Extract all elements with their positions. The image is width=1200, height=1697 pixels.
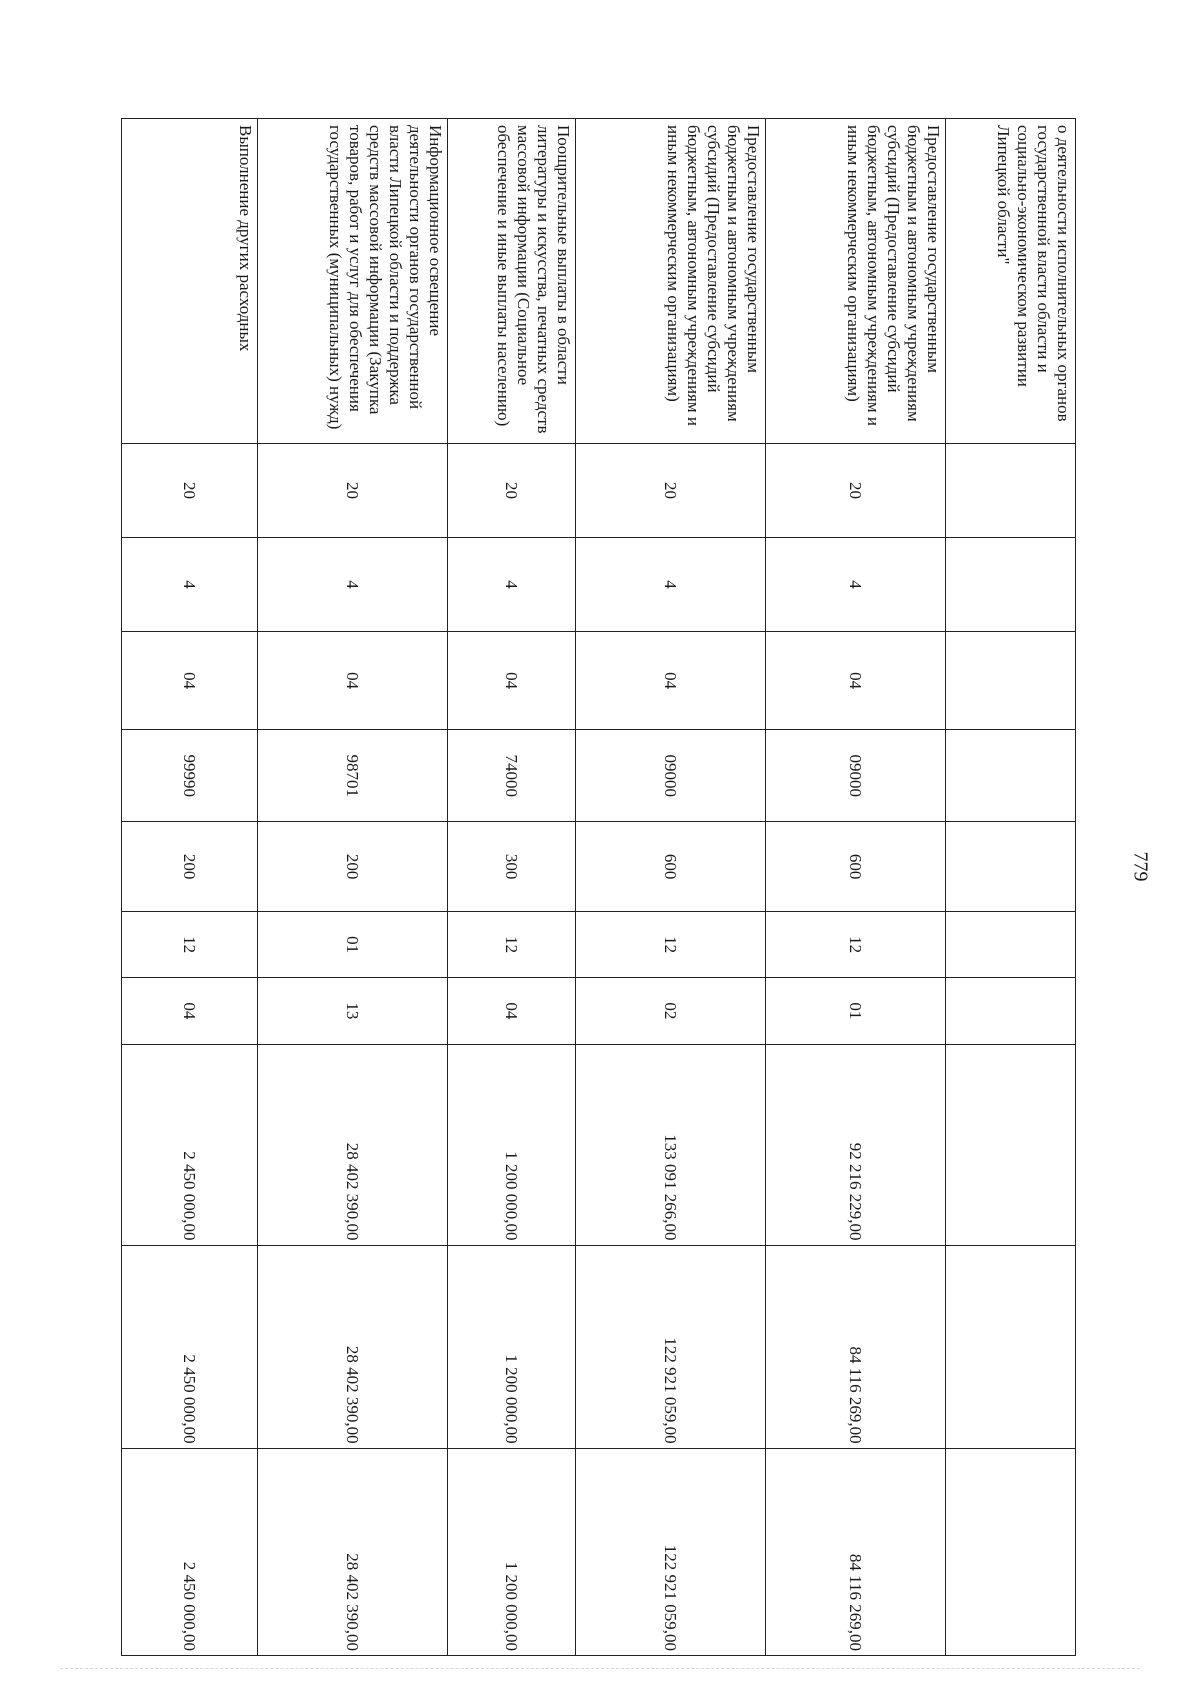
cell-c4: 99990: [122, 730, 258, 822]
cell-c7: 02: [576, 978, 766, 1044]
cell-c4: 09000: [576, 730, 766, 822]
cell-c3: [946, 632, 1076, 730]
cell-c6: 12: [122, 912, 258, 978]
cell-v1: 28 402 390,00: [258, 1044, 448, 1245]
cell-v2: 1 200 000,00: [448, 1245, 576, 1448]
cell-c3: 04: [576, 632, 766, 730]
cell-c5: 300: [448, 822, 576, 912]
cell-v1: 2 450 000,00: [122, 1044, 258, 1245]
cell-c6: 12: [576, 912, 766, 978]
cell-c1: 20: [576, 443, 766, 537]
cell-v2: 122 921 059,00: [576, 1245, 766, 1448]
cell-v1: 92 216 229,00: [766, 1044, 946, 1245]
rotated-table-wrapper: [122, 118, 1076, 1656]
cell-v2: [946, 1245, 1076, 1448]
cell-v1: [946, 1044, 1076, 1245]
cell-c1: 20: [766, 443, 946, 537]
row-description: Информационное освещение деятельности органов государственной власти Липецкой области и поддержка средств массовой информации (Закупка товаров, работ и услуг для обеспечения государственных (муниципальных) нужд): [258, 119, 448, 444]
cell-c2: 4: [448, 537, 576, 631]
cell-c7: 04: [122, 978, 258, 1044]
cell-c2: [946, 537, 1076, 631]
cell-c6: [946, 912, 1076, 978]
row-description: Поощрительные выплаты в области литературы и искусства, печатных средств массовой информации (Социальное обеспечение и иные выплаты населению): [448, 119, 576, 444]
table-row: [258, 119, 448, 1656]
page-number: 779: [1129, 851, 1152, 882]
cell-c1: 20: [258, 443, 448, 537]
cell-v3: [946, 1448, 1076, 1655]
cell-c4: 74000: [448, 730, 576, 822]
table-row: [448, 119, 576, 1656]
table-row: [946, 119, 1076, 1656]
cell-c5: 200: [122, 822, 258, 912]
scan-edge-marks: [60, 1668, 1140, 1675]
cell-c6: 01: [258, 912, 448, 978]
cell-c4: [946, 730, 1076, 822]
cell-c3: 04: [766, 632, 946, 730]
cell-v3: 1 200 000,00: [448, 1448, 576, 1655]
cell-v3: 84 116 269,00: [766, 1448, 946, 1655]
table-row: [766, 119, 946, 1656]
cell-c4: 09000: [766, 730, 946, 822]
cell-v3: 28 402 390,00: [258, 1448, 448, 1655]
cell-c1: 20: [122, 443, 258, 537]
cell-v1: 133 091 266,00: [576, 1044, 766, 1245]
cell-c2: 4: [122, 537, 258, 631]
cell-c2: 4: [258, 537, 448, 631]
table-row: [122, 119, 258, 1656]
budget-table: [121, 118, 1076, 1656]
cell-v3: 122 921 059,00: [576, 1448, 766, 1655]
row-description: Предоставление государственным бюджетным и автономным учреждениям субсидий (Предоставление субсидий бюджетным, автономным учреждениям и иным некоммерческим организациям): [576, 119, 766, 444]
cell-c3: 04: [122, 632, 258, 730]
cell-c5: 600: [766, 822, 946, 912]
cell-c6: 12: [448, 912, 576, 978]
cell-c2: 4: [766, 537, 946, 631]
cell-c5: [946, 822, 1076, 912]
cell-v2: 84 116 269,00: [766, 1245, 946, 1448]
table-row: [576, 119, 766, 1656]
row-description: Выполнение других расходных: [122, 119, 258, 444]
cell-v1: 1 200 000,00: [448, 1044, 576, 1245]
cell-c7: 04: [448, 978, 576, 1044]
cell-c5: 600: [576, 822, 766, 912]
cell-c6: 12: [766, 912, 946, 978]
cell-c1: 20: [448, 443, 576, 537]
row-description: Предоставление государственным бюджетным и автономным учреждениям субсидий (Предоставление субсидий бюджетным, автономным учреждениям и иным некоммерческим организациям): [766, 119, 946, 444]
cell-c4: 98701: [258, 730, 448, 822]
cell-c7: 01: [766, 978, 946, 1044]
cell-c2: 4: [576, 537, 766, 631]
cell-c3: 04: [448, 632, 576, 730]
cell-c5: 200: [258, 822, 448, 912]
cell-v3: 2 450 000,00: [122, 1448, 258, 1655]
cell-v2: 2 450 000,00: [122, 1245, 258, 1448]
row-description: о деятельности исполнительных органов государственной власти области и социально-экономическом развитии Липецкой области": [946, 119, 1076, 444]
cell-c7: 13: [258, 978, 448, 1044]
cell-c3: 04: [258, 632, 448, 730]
cell-c7: [946, 978, 1076, 1044]
cell-c1: [946, 443, 1076, 537]
cell-v2: 28 402 390,00: [258, 1245, 448, 1448]
